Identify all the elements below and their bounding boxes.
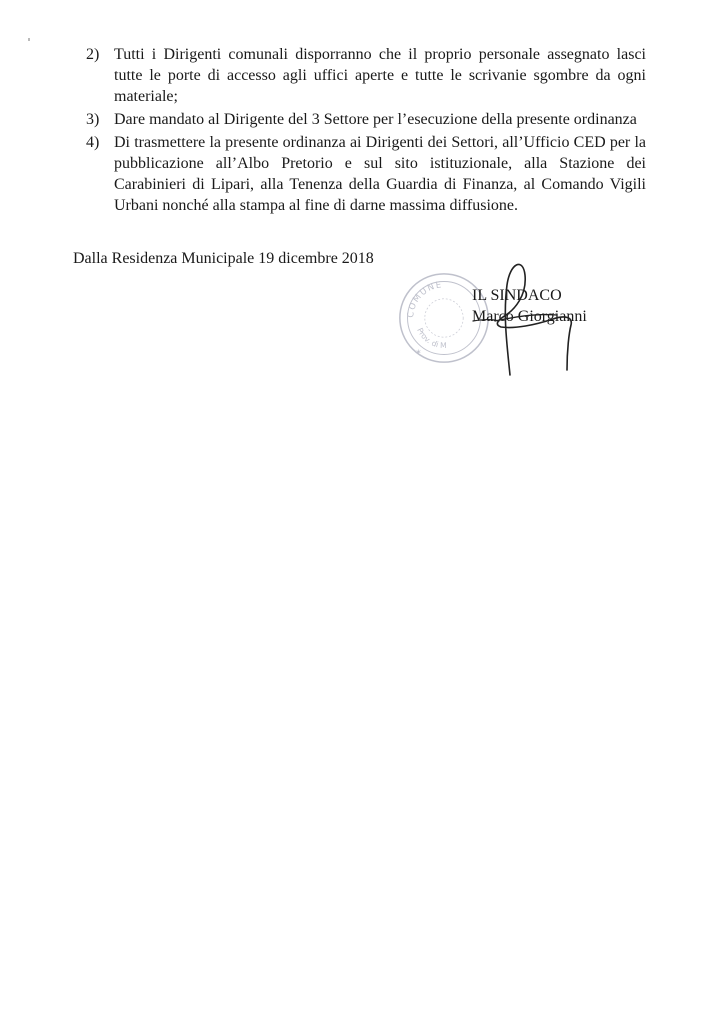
seal-bottom-text: Prov. di M [415,326,447,351]
list-item-text: Tutti i Dirigenti comunali disporranno che il proprio personale assegnato lasci tutte le porte di accesso agli uffici aperte e tutte le scrivanie sgombre da ogni materiale; [114,46,646,105]
scan-artifact [28,38,30,41]
list-item [86,109,646,130]
ordinance-list [86,44,646,218]
handwritten-signature [455,255,595,380]
list-item-number: 3) [86,111,100,128]
date-line: Dalla Residenza Municipale 19 dicembre 2018 [73,250,374,267]
list-item-number: 2) [86,46,100,63]
signer-title: IL SINDACO [472,287,562,304]
svg-text:Prov. di M [415,327,447,351]
svg-text:COMUNE [406,280,443,318]
seal-top-text: COMUNE [406,280,444,319]
list-item-text: Di trasmettere la presente ordinanza ai Dirigenti dei Settori, all’Ufficio CED per la pubblicazione all’Albo Pretorio e sul sito istituzionale, alla Stazione dei Carabinieri di Lipari, alla Tenenza della Guardia di Finanza, al Comando Vigili Urbani nonché alla stampa al fine di darne massima diffusione. [114,134,646,214]
signer-name: Marco Giorgianni [472,308,587,325]
list-item [86,44,646,107]
list-item [86,132,646,216]
svg-text:✶: ✶ [415,347,422,357]
list-item-number: 4) [86,134,100,151]
list-item-text: Dare mandato al Dirigente del 3 Settore per l’esecuzione della presente ordinanza [114,111,637,128]
